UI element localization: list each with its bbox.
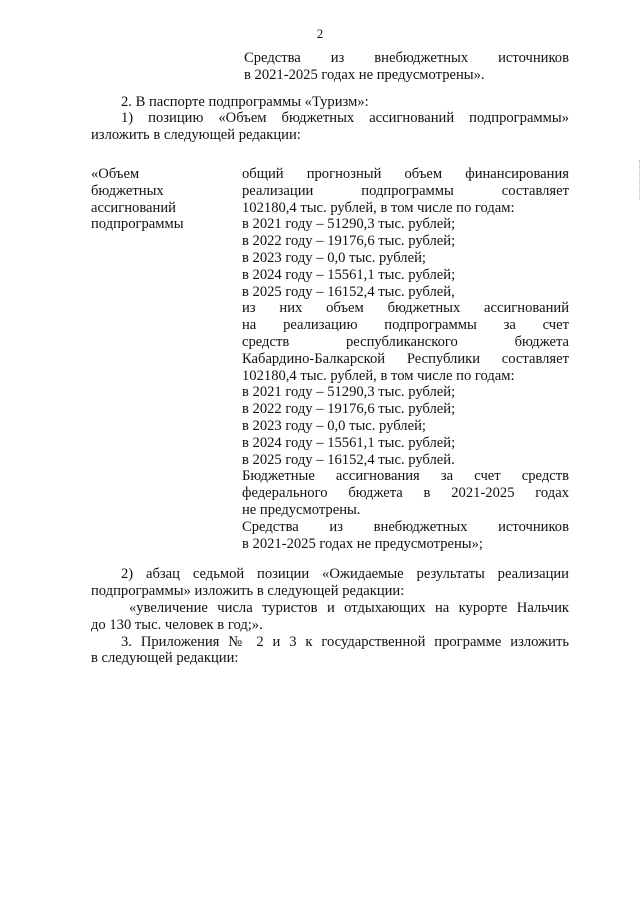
- quote-line-1: «увеличение числа туристов и отдыхающих на курорте Нальчик: [129, 599, 569, 616]
- value-line: в 2022 году – 19176,6 тыс. рублей;: [242, 233, 456, 250]
- document-body: [91, 50, 569, 667]
- label-line-2: бюджетных: [91, 182, 164, 199]
- passport-table: [91, 166, 569, 552]
- value-line: на реализацию подпрограммы за счет: [242, 317, 569, 334]
- item-2-2-line-2: подпрограммы» изложить в следующей редакции:: [91, 583, 405, 600]
- value-line: 102180,4 тыс. рублей, в том числе по годам:: [242, 199, 515, 216]
- value-line: средств республиканского бюджета: [242, 333, 569, 350]
- value-line: в 2025 году – 16152,4 тыс. рублей.: [242, 451, 455, 468]
- value-line: федерального бюджета в 2021-2025 годах: [242, 485, 569, 502]
- value-line: в 2024 году – 15561,1 тыс. рублей;: [242, 266, 456, 283]
- value-line: 102180,4 тыс. рублей, в том числе по годам:: [242, 367, 515, 384]
- label-line-3: ассигнований: [91, 199, 176, 216]
- value-line: Кабардино-Балкарской Республики составляет: [242, 350, 569, 367]
- label-line-1: «Объем: [91, 165, 140, 182]
- value-line: в 2021-2025 годах не предусмотрены»;: [242, 535, 483, 552]
- value-line: в 2023 году – 0,0 тыс. рублей;: [242, 417, 426, 434]
- value-line: Бюджетные ассигнования за счет средств: [242, 468, 569, 485]
- value-line: в 2025 году – 16152,4 тыс. рублей,: [242, 283, 455, 300]
- table-label-column: [91, 166, 242, 552]
- top-block: [244, 50, 569, 84]
- item-2-1-line-1: 1) позицию «Объем бюджетных ассигнований подпрограммы»: [121, 110, 569, 127]
- section-2-heading: 2. В паспорте подпрограммы «Туризм»:: [121, 93, 369, 110]
- section-3-line-1: 3. Приложения № 2 и 3 к государственной программе изложить: [121, 633, 569, 650]
- item-2-2-line-1: 2) абзац седьмой позиции «Ожидаемые результаты реализации: [121, 566, 569, 583]
- value-line: из них объем бюджетных ассигнований: [242, 300, 569, 317]
- label-line-4: подпрограммы: [91, 216, 184, 233]
- value-line: в 2021 году – 51290,3 тыс. рублей;: [242, 384, 456, 401]
- top-line-2: в 2021-2025 годах не предусмотрены».: [244, 66, 485, 83]
- table-value-column: [242, 166, 569, 552]
- quote-line-2: до 130 тыс. человек в год;».: [91, 616, 263, 633]
- value-line: в 2024 году – 15561,1 тыс. рублей;: [242, 434, 456, 451]
- value-line: в 2021 году – 51290,3 тыс. рублей;: [242, 216, 456, 233]
- section-3-line-2: в следующей редакции:: [91, 650, 239, 667]
- item-2-1-line-2: изложить в следующей редакции:: [91, 127, 301, 144]
- value-line: в 2023 году – 0,0 тыс. рублей;: [242, 249, 426, 266]
- top-line-1: Средства из внебюджетных источников: [244, 50, 569, 66]
- value-line: общий прогнозный объем финансирования: [242, 165, 569, 182]
- value-line: Средства из внебюджетных источников: [242, 518, 569, 535]
- value-line: не предусмотрены.: [242, 501, 361, 518]
- value-line: реализации подпрограммы составляет: [242, 182, 569, 199]
- value-line: в 2022 году – 19176,6 тыс. рублей;: [242, 401, 456, 418]
- scan-edge-mark: [636, 160, 640, 200]
- page-number: 2: [316, 26, 324, 41]
